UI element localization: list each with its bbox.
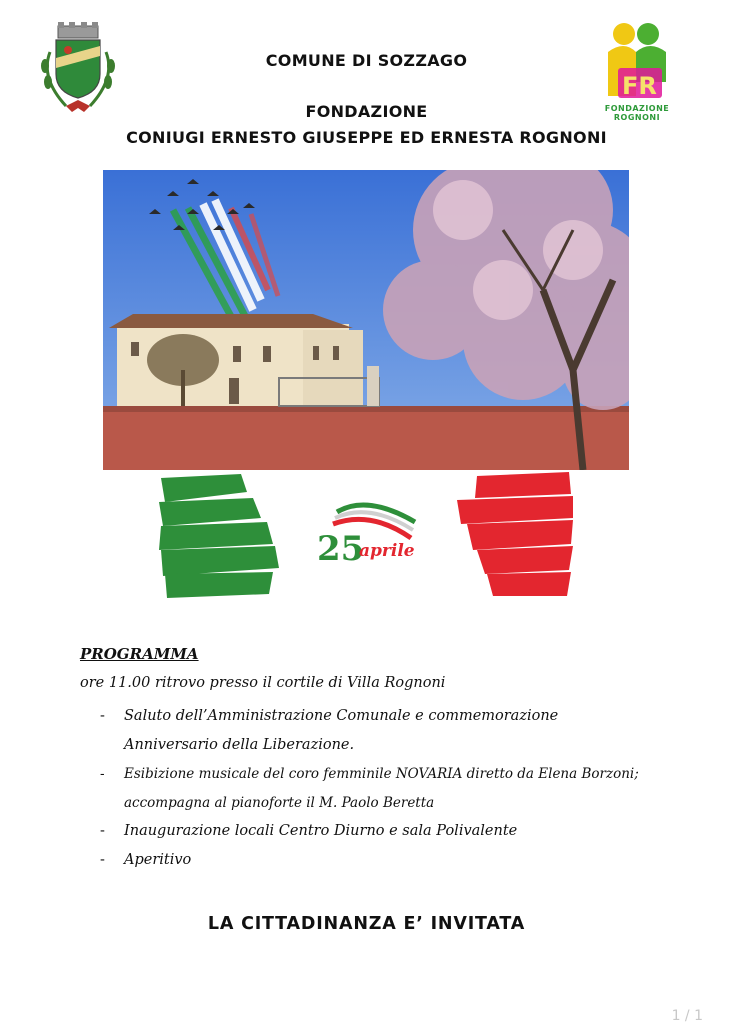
- list-item-line: accompagna al pianoforte il M. Paolo Beretta: [124, 795, 435, 811]
- list-item-line: Saluto dell’Amministrazione Comunale e commemorazione: [124, 708, 559, 724]
- banner-day: 25: [317, 529, 365, 569]
- programme-intro: ore 11.00 ritrovo presso il cortile di Villa Rognoni: [80, 675, 446, 691]
- villa-photo: [103, 170, 629, 470]
- list-bullet: -: [100, 823, 105, 839]
- page-indicator: 1 / 1: [671, 1008, 703, 1024]
- liberation-day-banner: [157, 472, 577, 600]
- list-item-text: Inaugurazione locali Centro Diurno e sala Polivalente: [124, 823, 518, 839]
- municipality-title: COMUNE DI SOZZAGO: [265, 51, 468, 70]
- twenty-five-aprile-icon: [317, 505, 415, 569]
- logo-letters: FR: [622, 72, 657, 100]
- foundation-title: FONDAZIONE: [305, 102, 428, 121]
- list-bullet: -: [100, 708, 105, 724]
- list-item-text: [124, 702, 699, 760]
- invitation-text: LA CITTADINANZA E’ INVITATA: [207, 914, 526, 934]
- flag-green-stroke: [159, 474, 279, 598]
- list-bullet: -: [100, 766, 105, 782]
- list-item-line: Anniversario della Liberazione.: [124, 737, 355, 753]
- foundation-name: CONIUGI ERNESTO GIUSEPPE ED ERNESTA ROGNONI: [126, 128, 607, 147]
- list-item-text: Aperitivo: [124, 852, 192, 868]
- programme-title: PROGRAMMA: [80, 645, 199, 663]
- banner-word: aprile: [359, 541, 415, 561]
- logo-caption-line1: FONDAZIONE: [604, 104, 670, 113]
- flag-red-stroke: [457, 472, 573, 596]
- list-item-text: [124, 760, 699, 818]
- list-item-line: Esibizione musicale del coro femminile NOVARIA diretto da Elena Borzoni;: [124, 766, 639, 782]
- logo-caption-line2: ROGNONI: [613, 113, 661, 122]
- list-bullet: -: [100, 852, 105, 868]
